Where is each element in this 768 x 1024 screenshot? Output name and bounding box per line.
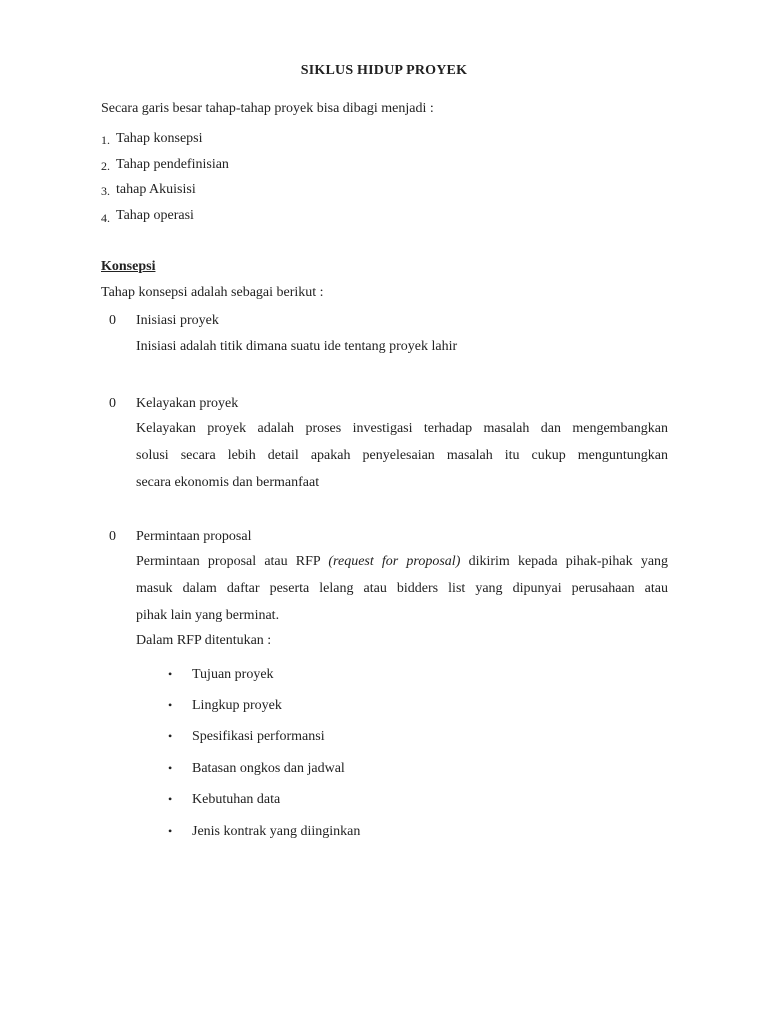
rfp-text: dikirim kepada pihak-pihak yang — [468, 554, 669, 569]
item-title: Kelayakan proyek — [136, 396, 239, 411]
section-intro: Tahap konsepsi adalah sebagai berikut : — [101, 285, 324, 300]
section-heading: Konsepsi — [101, 259, 156, 274]
stage-label: tahap Akuisisi — [116, 182, 196, 197]
bullet-icon: • — [168, 761, 173, 775]
item-body-line: pihak lain yang berminat. — [136, 608, 280, 623]
item-body-line: masuk dalam daftar peserta lelang atau bidders list yang dipunyai perusahaan atau — [136, 581, 668, 596]
bullet-text: Lingkup proyek — [192, 698, 282, 713]
bullet-icon: • — [168, 729, 173, 743]
item-body-line: Inisiasi adalah titik dimana suatu ide tentang proyek lahir — [136, 339, 458, 354]
item-title: Inisiasi proyek — [136, 313, 219, 328]
bullet-text: Tujuan proyek — [192, 667, 274, 682]
item-body-line: Kelayakan proyek adalah proses investigasi terhadap masalah dan mengembangkan — [136, 421, 668, 436]
bullet-text: Spesifikasi performansi — [192, 729, 325, 744]
item-body-line — [136, 554, 668, 570]
bullet-icon: • — [168, 824, 173, 838]
rfp-text: Permintaan proposal atau RFP — [136, 554, 321, 569]
stage-number: 4. — [101, 211, 110, 225]
document-title: SIKLUS HIDUP PROYEK — [300, 63, 468, 78]
stage-label: Tahap operasi — [116, 208, 194, 223]
bullet-text: Jenis kontrak yang diinginkan — [192, 824, 361, 839]
stage-number: 3. — [101, 184, 110, 198]
stage-label: Tahap konsepsi — [116, 131, 203, 146]
item-body-line: solusi secara lebih detail apakah penyelesaian masalah itu cukup menguntungkan — [136, 448, 668, 463]
bullet-icon: • — [168, 698, 173, 712]
item-marker: 0 — [109, 529, 116, 544]
bullet-text: Batasan ongkos dan jadwal — [192, 761, 345, 776]
item-title: Permintaan proposal — [136, 529, 252, 544]
item-body-line: secara ekonomis dan bermanfaat — [136, 475, 320, 490]
bullet-text: Kebutuhan data — [192, 792, 281, 807]
item-marker: 0 — [109, 396, 116, 411]
stage-label: Tahap pendefinisian — [116, 157, 229, 172]
item-marker: 0 — [109, 313, 116, 328]
bullet-icon: • — [168, 792, 173, 806]
rfp-italic-text: (request for proposal) — [328, 554, 461, 569]
bullet-icon: • — [168, 667, 173, 681]
stage-number: 2. — [101, 159, 110, 173]
stage-number: 1. — [101, 133, 110, 147]
intro-text: Secara garis besar tahap-tahap proyek bisa dibagi menjadi : — [101, 101, 434, 116]
rfp-intro: Dalam RFP ditentukan : — [136, 633, 272, 648]
